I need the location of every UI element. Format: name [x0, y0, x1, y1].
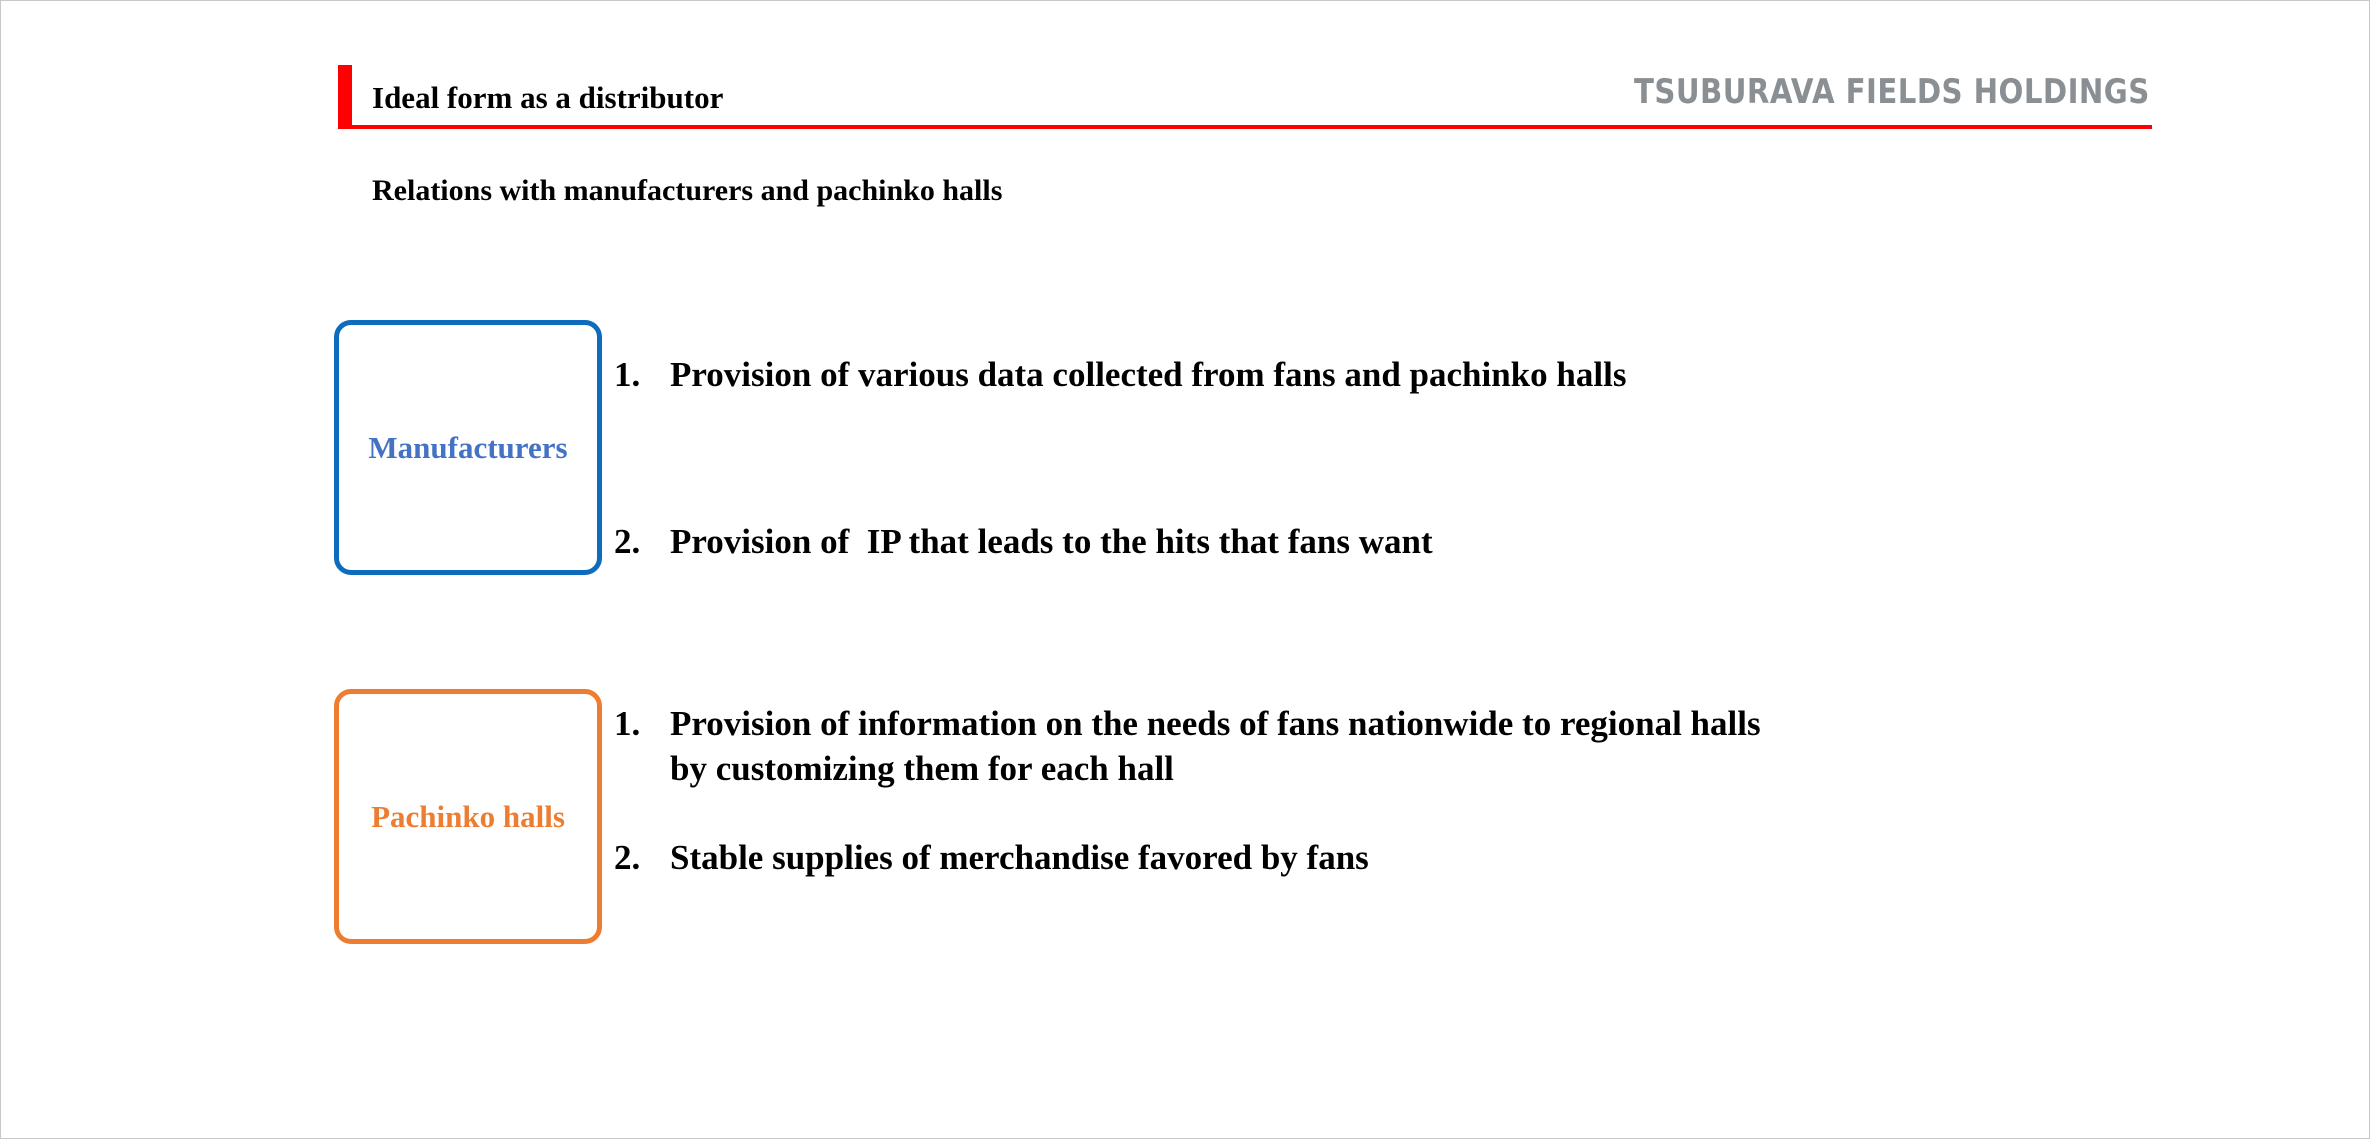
title-underline [338, 125, 2152, 129]
item-number: 2. [614, 838, 641, 877]
pachinko-halls-label: Pachinko halls [371, 798, 565, 834]
slide-title: Ideal form as a distributor [372, 80, 724, 115]
title-accent-bar [338, 65, 352, 128]
manufacturers-box [334, 320, 602, 575]
pachinko-halls-box [334, 689, 602, 944]
item-text: by customizing them for each hall [670, 749, 1174, 788]
item-text: Provision of IP that leads to the hits that fans want [670, 522, 1433, 561]
section-subtitle: Relations with manufacturers and pachinko halls [372, 174, 1003, 207]
item-number: 1. [614, 704, 641, 743]
company-logo: TSUBURAVA FIELDS HOLDINGS [1634, 72, 2150, 112]
item-number: 1. [614, 355, 641, 394]
manufacturers-label: Manufacturers [368, 429, 568, 465]
item-text: Provision of information on the needs of fans nationwide to regional halls [670, 704, 1761, 743]
item-text: Provision of various data collected from fans and pachinko halls [670, 355, 1627, 394]
item-number: 2. [614, 522, 641, 561]
item-text: Stable supplies of merchandise favored by fans [670, 838, 1369, 877]
